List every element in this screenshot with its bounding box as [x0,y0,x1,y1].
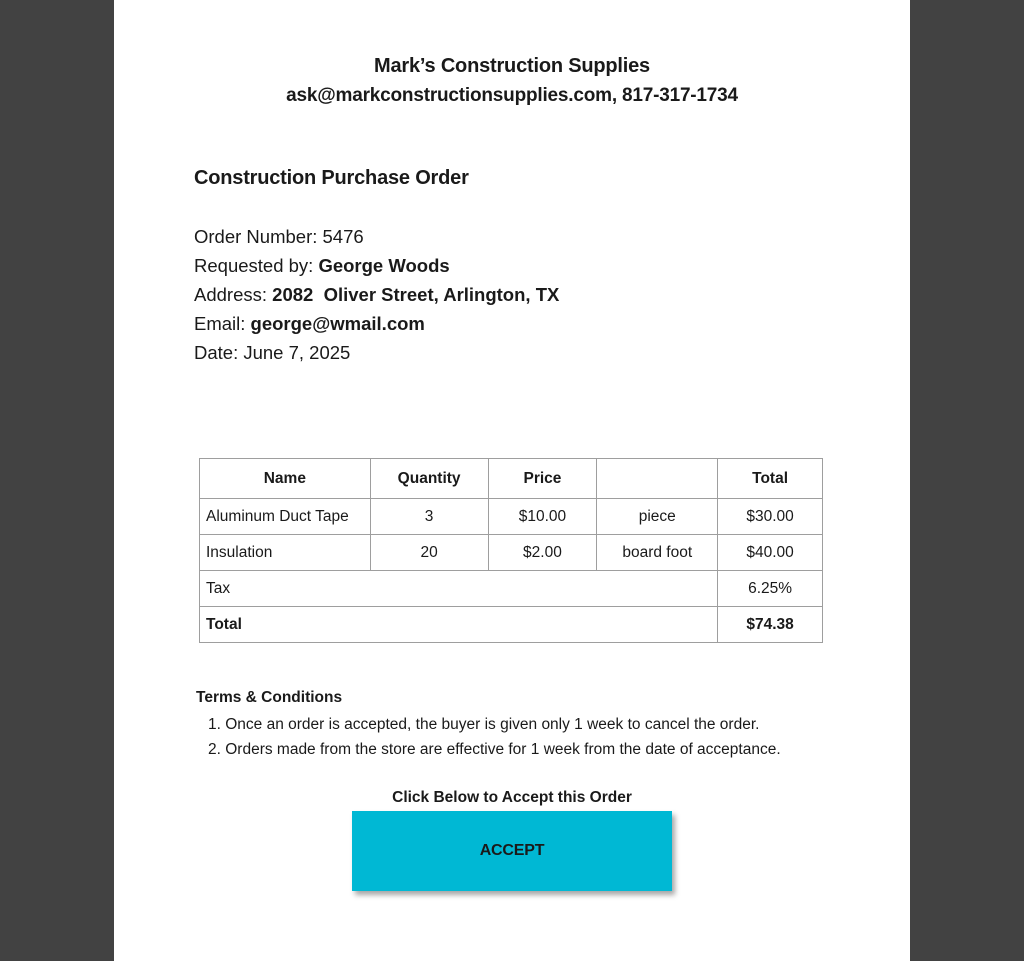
date-value: June 7, 2025 [243,342,351,363]
company-contact: ask@markconstructionsupplies.com, 817-317-1734 [286,85,738,106]
total-label: Total [200,607,718,643]
terms-item: 1. Once an order is accepted, the buyer is given only 1 week to cancel the order. [208,716,760,733]
item-name: Aluminum Duct Tape [200,499,371,535]
item-price: $2.00 [488,535,597,571]
order-items-table [199,458,823,643]
order-number-row [194,222,559,251]
accept-prompt: Click Below to Accept this Order [392,789,632,806]
order-number-label: Order Number: [194,226,323,247]
table-row [200,535,823,571]
item-price: $10.00 [488,499,597,535]
date-row [194,338,559,367]
item-total: $30.00 [718,499,823,535]
column-header-price: Price [488,459,597,499]
requested-by-row [194,251,559,280]
email-value: george@wmail.com [250,313,425,334]
email-row [194,309,559,338]
email-label: Email: [194,313,251,334]
tax-label: Tax [200,571,718,607]
order-number-value: 5476 [322,226,364,247]
item-unit: board foot [597,535,718,571]
column-header-unit [597,459,718,499]
column-header-total: Total [718,459,823,499]
purchase-order-page [114,0,910,961]
table-header-row [200,459,823,499]
total-value: $74.38 [718,607,823,643]
address-label: Address: [194,284,273,305]
accept-button[interactable]: ACCEPT [352,811,672,891]
requested-by-value: George Woods [318,255,450,276]
document-title: Construction Purchase Order [194,167,469,189]
address-value: 2082 Oliver Street, Arlington, TX [272,284,560,305]
item-quantity: 3 [370,499,488,535]
column-header-quantity: Quantity [370,459,488,499]
terms-item: 2. Orders made from the store are effective for 1 week from the date of acceptance. [208,741,781,758]
total-row [200,607,823,643]
address-row [194,280,559,309]
table-row [200,499,823,535]
item-total: $40.00 [718,535,823,571]
company-name: Mark’s Construction Supplies [374,55,650,77]
column-header-name: Name [200,459,371,499]
item-name: Insulation [200,535,371,571]
requested-by-label: Requested by: [194,255,319,276]
terms-list [208,712,781,762]
order-info [194,222,559,367]
tax-row [200,571,823,607]
item-unit: piece [597,499,718,535]
terms-title: Terms & Conditions [196,689,343,706]
item-quantity: 20 [370,535,488,571]
tax-value: 6.25% [718,571,823,607]
date-label: Date: [194,342,244,363]
